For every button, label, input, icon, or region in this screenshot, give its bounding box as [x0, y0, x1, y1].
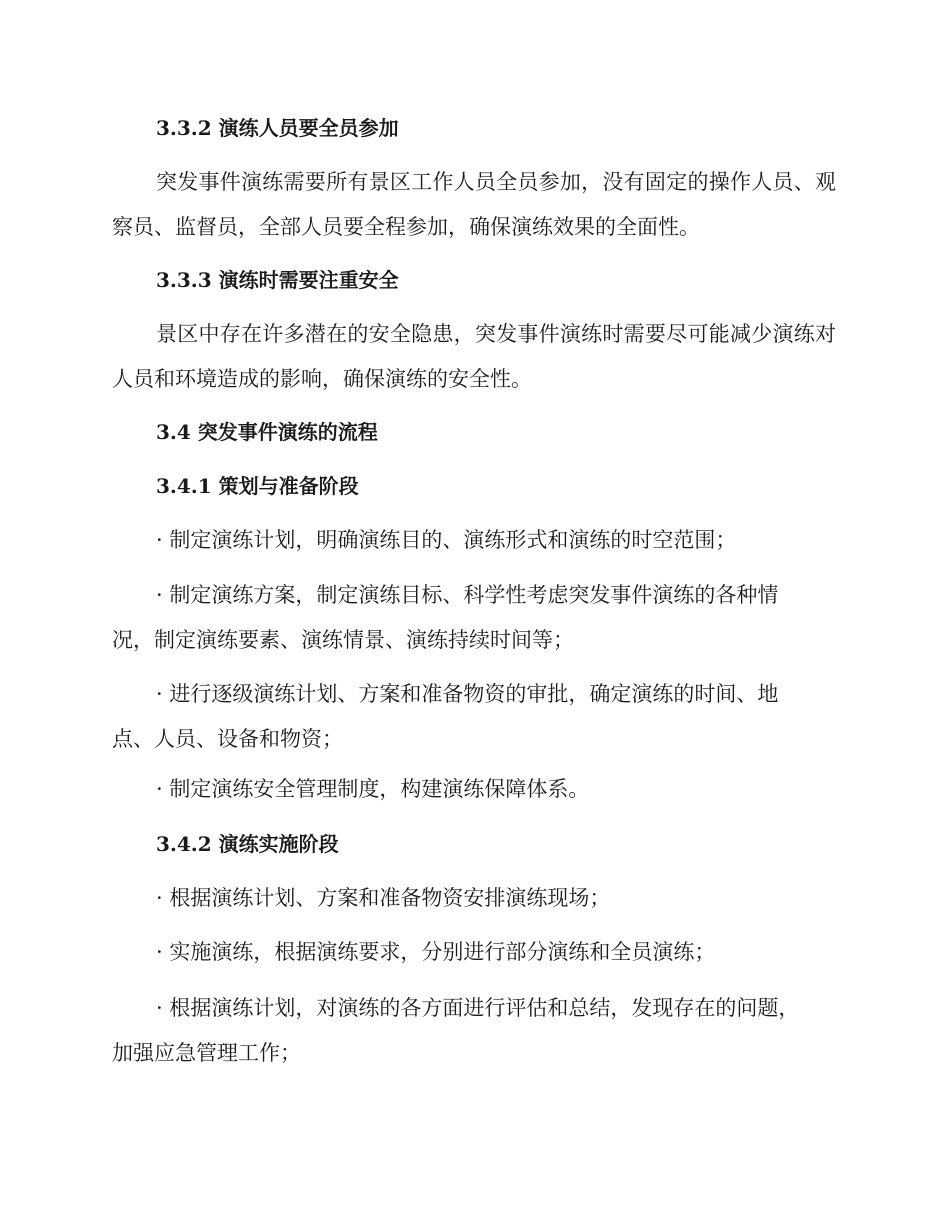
- section-heading-3-4-1: 3.4.1 策划与准备阶段: [156, 474, 359, 498]
- list-item-3-4-1-3: · 进行逐级演练计划、方案和准备物资的审批，确定演练的时间、地点、人员、设备和物资；: [112, 682, 779, 751]
- section-heading-3-3-2: 3.3.2 演练人员要全员参加: [156, 116, 399, 140]
- paragraph-3-3-2: 突发事件演练需要所有景区工作人员全员参加，没有固定的操作人员、观察员、监督员，全部人员要全程参加，确保演练效果的全面性。: [112, 170, 836, 239]
- section-heading-3-3-3: 3.3.3 演练时需要注重安全: [156, 268, 399, 292]
- paragraph-3-3-3: 景区中存在许多潜在的安全隐患，突发事件演练时需要尽可能减少演练对人员和环境造成的影响，确保演练的安全性。: [112, 322, 836, 391]
- list-item-3-4-2-3: · 根据演练计划，对演练的各方面进行评估和总结，发现存在的问题，加强应急管理工作；: [112, 996, 800, 1065]
- section-heading-3-4-2: 3.4.2 演练实施阶段: [156, 832, 339, 856]
- list-item-3-4-2-2: · 实施演练，根据演练要求，分别进行部分演练和全员演练；: [156, 940, 716, 964]
- list-item-3-4-1-1: · 制定演练计划，明确演练目的、演练形式和演练的时空范围；: [156, 528, 737, 552]
- list-item-3-4-1-4: · 制定演练安全管理制度，构建演练保障体系。: [156, 777, 590, 801]
- list-item-3-4-2-1: · 根据演练计划、方案和准备物资安排演练现场；: [156, 886, 611, 910]
- section-heading-3-4: 3.4 突发事件演练的流程: [156, 420, 378, 444]
- list-item-3-4-1-2: · 制定演练方案，制定演练目标、科学性考虑突发事件演练的各种情况，制定演练要素、演练情景、演练持续时间等；: [112, 583, 779, 652]
